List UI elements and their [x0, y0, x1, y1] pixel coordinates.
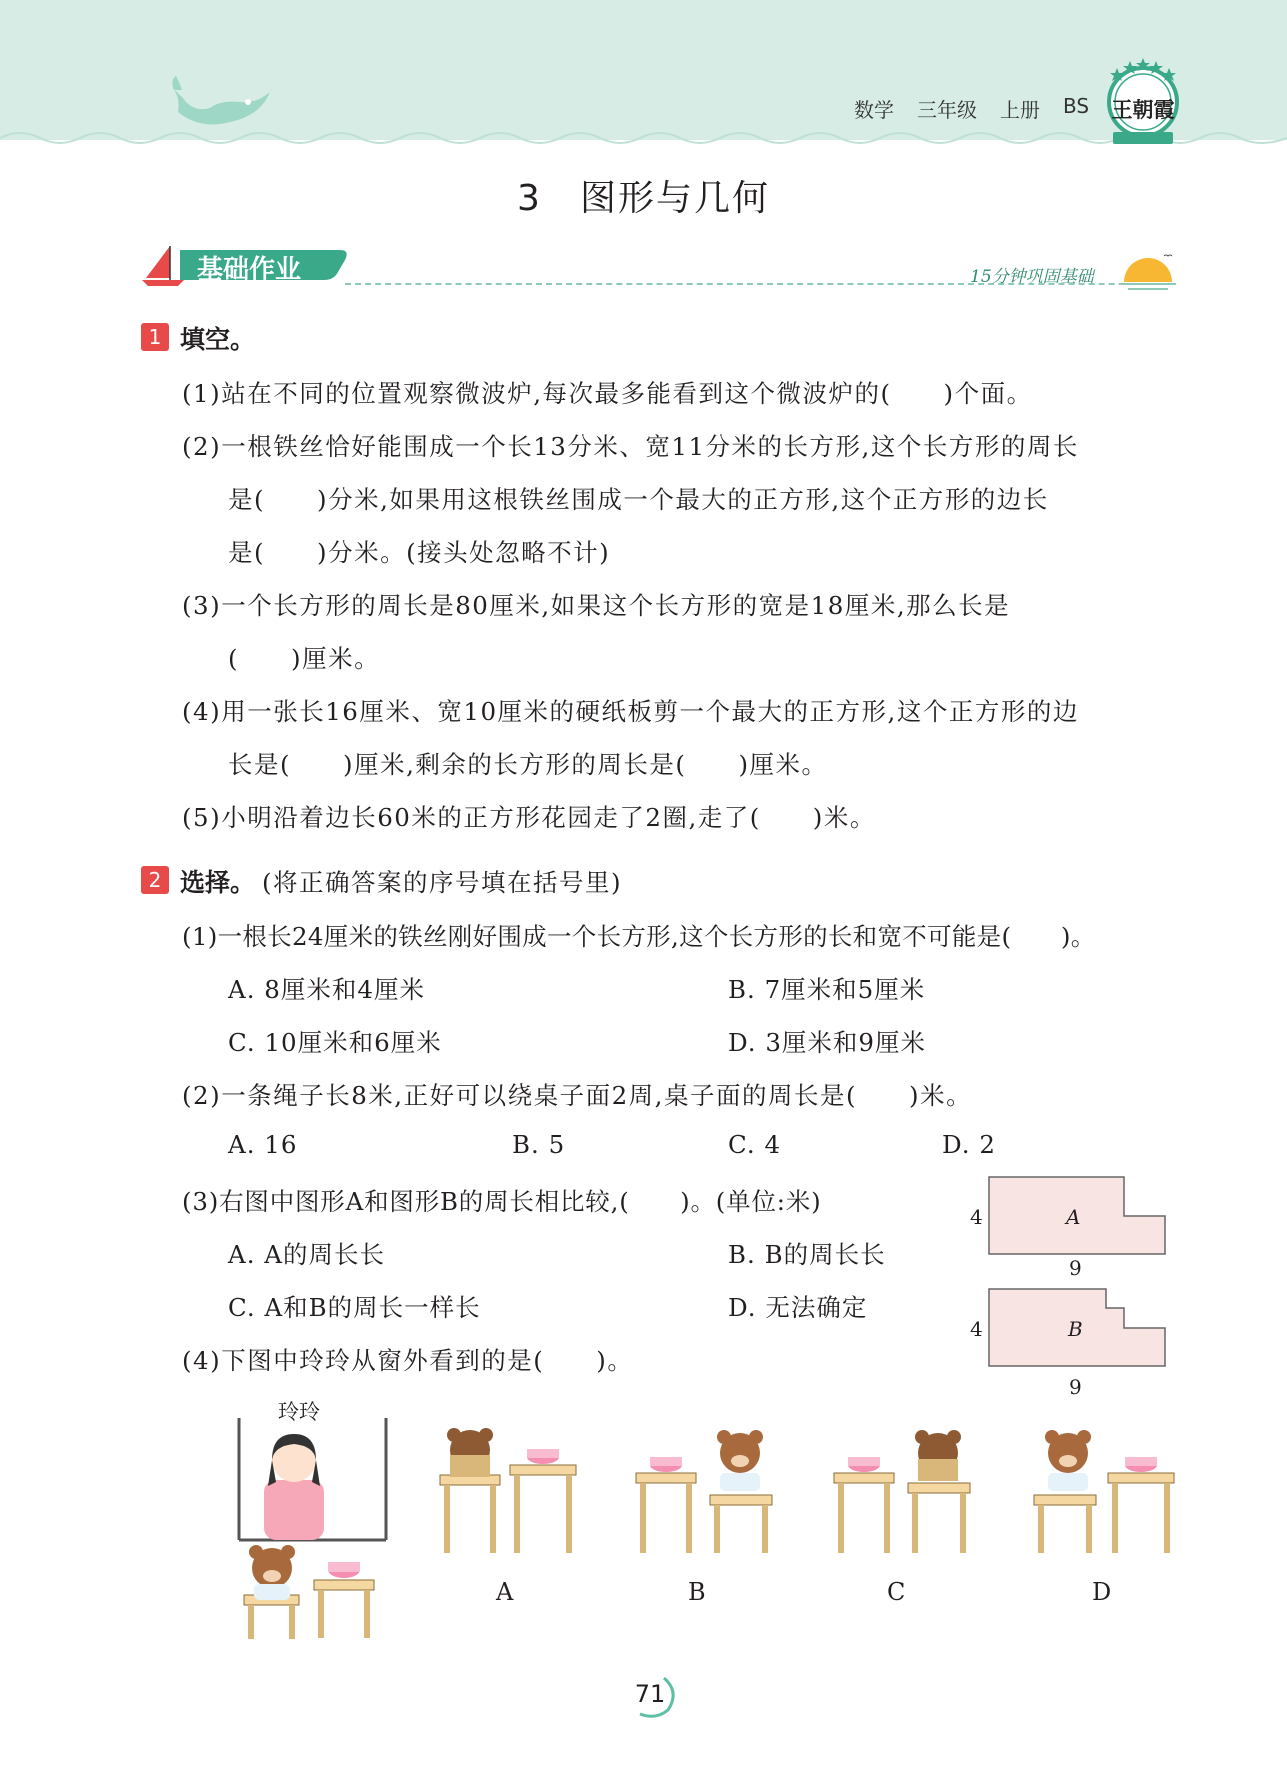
picture-b-label: B [688, 1578, 706, 1606]
girl-window-scene [234, 1390, 394, 1640]
shape-b-label: B [1068, 1317, 1083, 1341]
shape-a-label: A [1066, 1205, 1081, 1229]
q1-line-1: (1)站在不同的位置观察微波炉,每次最多能看到这个微波炉的( )个面。 [182, 379, 1033, 408]
picture-c [828, 1425, 983, 1555]
q2-sub1-option-c: C. 10厘米和6厘米 [228, 1028, 442, 1057]
q2-sub3-option-c: C. A和B的周长一样长 [228, 1293, 481, 1322]
q2-sub2-option-a: A. 16 [228, 1130, 298, 1159]
picture-b [630, 1425, 785, 1555]
section-title: 基础作业 [197, 255, 302, 285]
page-number: 71 [634, 1680, 666, 1708]
question-1-number: 1 [141, 323, 169, 351]
brand-badge-name: 王朝霞 [1111, 97, 1175, 122]
q2-sub4-stem: (4)下图中玲玲从窗外看到的是( )。 [182, 1346, 634, 1375]
q1-line-5: (3)一个长方形的周长是80厘米,如果这个长方形的宽是18厘米,那么长是 [182, 591, 1011, 620]
q1-line-6: ( )厘米。 [228, 644, 381, 673]
section-subtitle: 15分钟巩固基础 [970, 267, 1094, 287]
picture-c-label: C [887, 1578, 906, 1606]
picture-d [1028, 1425, 1183, 1555]
q1-line-9: (5)小明沿着边长60米的正方形花园走了2圈,走了( )米。 [182, 803, 876, 832]
shape-a-width-label: 9 [1069, 1256, 1082, 1280]
q1-line-4: 是( )分米。(接头处忽略不计) [228, 538, 611, 567]
question-1-title: 填空。 [180, 325, 256, 354]
picture-a-label: A [496, 1578, 514, 1606]
sunset-icon [1120, 252, 1176, 292]
header-grade: 三年级 [917, 98, 977, 122]
q1-line-7: (4)用一张长16厘米、宽10厘米的硬纸板剪一个最大的正方形,这个正方形的边 [182, 697, 1079, 726]
q2-sub3-stem: (3)右图中图形A和图形B的周长相比较,( )。(单位:米) [182, 1187, 822, 1216]
q2-sub1-option-a: A. 8厘米和4厘米 [228, 975, 425, 1004]
q1-line-3: 是( )分米,如果用这根铁丝围成一个最大的正方形,这个正方形的边长 [228, 485, 1049, 514]
q1-line-8: 长是( )厘米,剩余的长方形的周长是( )厘米。 [228, 750, 828, 779]
picture-a [430, 1425, 585, 1555]
q2-sub3-option-a: A. A的周长长 [228, 1240, 385, 1269]
q1-line-2: (2)一根铁丝恰好能围成一个长13分米、宽11分米的长方形,这个长方形的周长 [182, 432, 1079, 461]
question-2-note: (将正确答案的序号填在括号里) [262, 868, 623, 897]
whale-icon [170, 72, 280, 132]
q2-sub2-option-d: D. 2 [942, 1130, 996, 1159]
q2-sub2-option-c: C. 4 [728, 1130, 782, 1159]
page-title: 3 图形与几何 [517, 178, 770, 219]
shape-b-width-label: 9 [1069, 1375, 1082, 1399]
girl-label: 玲玲 [278, 1400, 320, 1424]
q2-sub3-option-b: B. B的周长长 [728, 1240, 886, 1269]
q2-sub1-stem: (1)一根长24厘米的铁丝刚好围成一个长方形,这个长方形的长和宽不可能是( )。 [182, 922, 1096, 951]
q2-sub3-option-d: D. 无法确定 [728, 1293, 868, 1322]
question-2-number: 2 [141, 866, 169, 894]
header-subject: 数学 [854, 98, 894, 122]
question-2-title: 选择。 [180, 868, 256, 897]
header-edition: BS [1063, 94, 1090, 118]
header-volume: 上册 [1000, 98, 1040, 122]
picture-d-label: D [1092, 1578, 1112, 1606]
shape-b-height-label: 4 [970, 1317, 983, 1341]
q2-sub2-option-b: B. 5 [512, 1130, 566, 1159]
shape-a-height-label: 4 [970, 1205, 983, 1229]
q2-sub1-option-b: B. 7厘米和5厘米 [728, 975, 926, 1004]
q2-sub1-option-d: D. 3厘米和9厘米 [728, 1028, 927, 1057]
q2-sub2-stem: (2)一条绳子长8米,正好可以绕桌子面2周,桌子面的周长是( )米。 [182, 1081, 973, 1110]
